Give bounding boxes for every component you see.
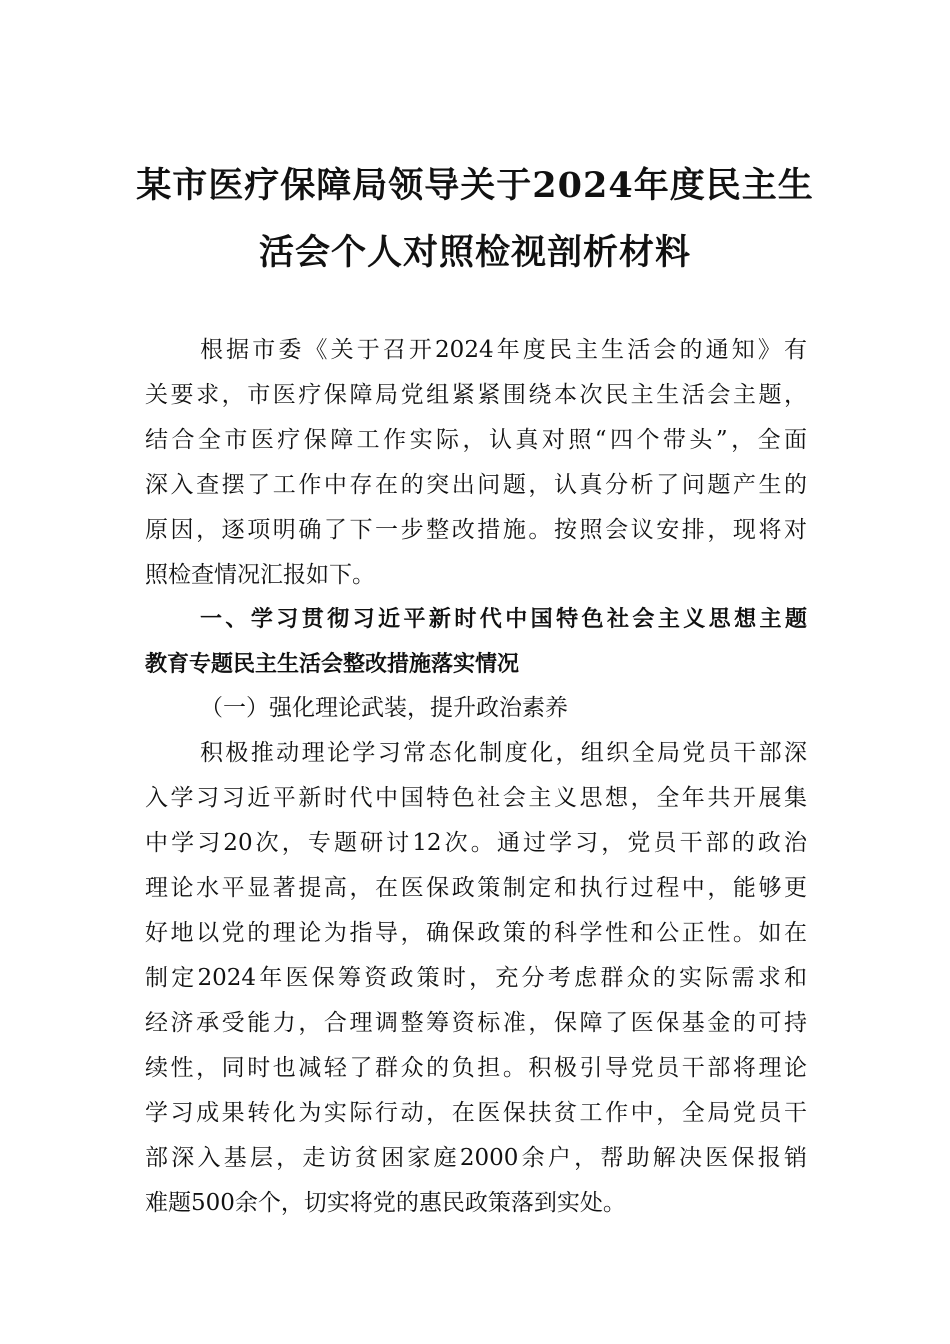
intro-line-1: 根据市委《关于召开2024年度民主生活会的通知》有 [200, 337, 807, 363]
intro-line-2: 关要求，市医疗保障局党组紧紧围绕本次民主生活会主题， [145, 382, 807, 408]
subsection-1-line-11: 难题500余个，切实将党的惠民政策落到实处。 [145, 1190, 626, 1216]
intro-line-4: 深入查摆了工作中存在的突出问题，认真分析了问题产生的 [145, 472, 807, 498]
subsection-1-line-7: 经济承受能力，合理调整筹资标准，保障了医保基金的可持 [145, 1010, 807, 1036]
subsection-1-heading: （一）强化理论武装，提升政治素养 [200, 695, 568, 721]
section-1-heading-line-1: 一、学习贯彻习近平新时代中国特色社会主义思想主题 [200, 607, 807, 632]
subsection-1-line-1: 积极推动理论学习常态化制度化，组织全局党员干部深 [200, 740, 807, 766]
subsection-1-line-8: 续性，同时也减轻了群众的负担。积极引导党员干部将理论 [145, 1055, 807, 1081]
subsection-1-line-2: 入学习习近平新时代中国特色社会主义思想，全年共开展集 [145, 785, 807, 811]
subsection-1-line-3: 中学习20次，专题研讨12次。通过学习，党员干部的政治 [145, 830, 807, 856]
subsection-1-line-5: 好地以党的理论为指导，确保政策的科学性和公正性。如在 [145, 920, 807, 946]
subsection-1-line-4: 理论水平显著提高，在医保政策制定和执行过程中，能够更 [145, 875, 807, 901]
subsection-1-line-9: 学习成果转化为实际行动，在医保扶贫工作中，全局党员干 [145, 1100, 807, 1126]
intro-line-3: 结合全市医疗保障工作实际，认真对照“四个带头”，全面 [145, 427, 807, 453]
subsection-1-line-10: 部深入基层，走访贫困家庭2000余户，帮助解决医保报销 [145, 1145, 807, 1171]
intro-line-6: 照检查情况汇报如下。 [145, 562, 375, 588]
subsection-1-line-6: 制定2024年医保筹资政策时，充分考虑群众的实际需求和 [145, 965, 807, 991]
intro-line-5: 原因，逐项明确了下一步整改措施。按照会议安排，现将对 [145, 517, 807, 543]
document-title-line-2: 活会个人对照检视剖析材料 [258, 232, 691, 273]
document-title-line-1: 某市医疗保障局领导关于2024年度民主生 [136, 165, 814, 206]
section-1-heading-line-2: 教育专题民主生活会整改措施落实情况 [145, 652, 520, 677]
